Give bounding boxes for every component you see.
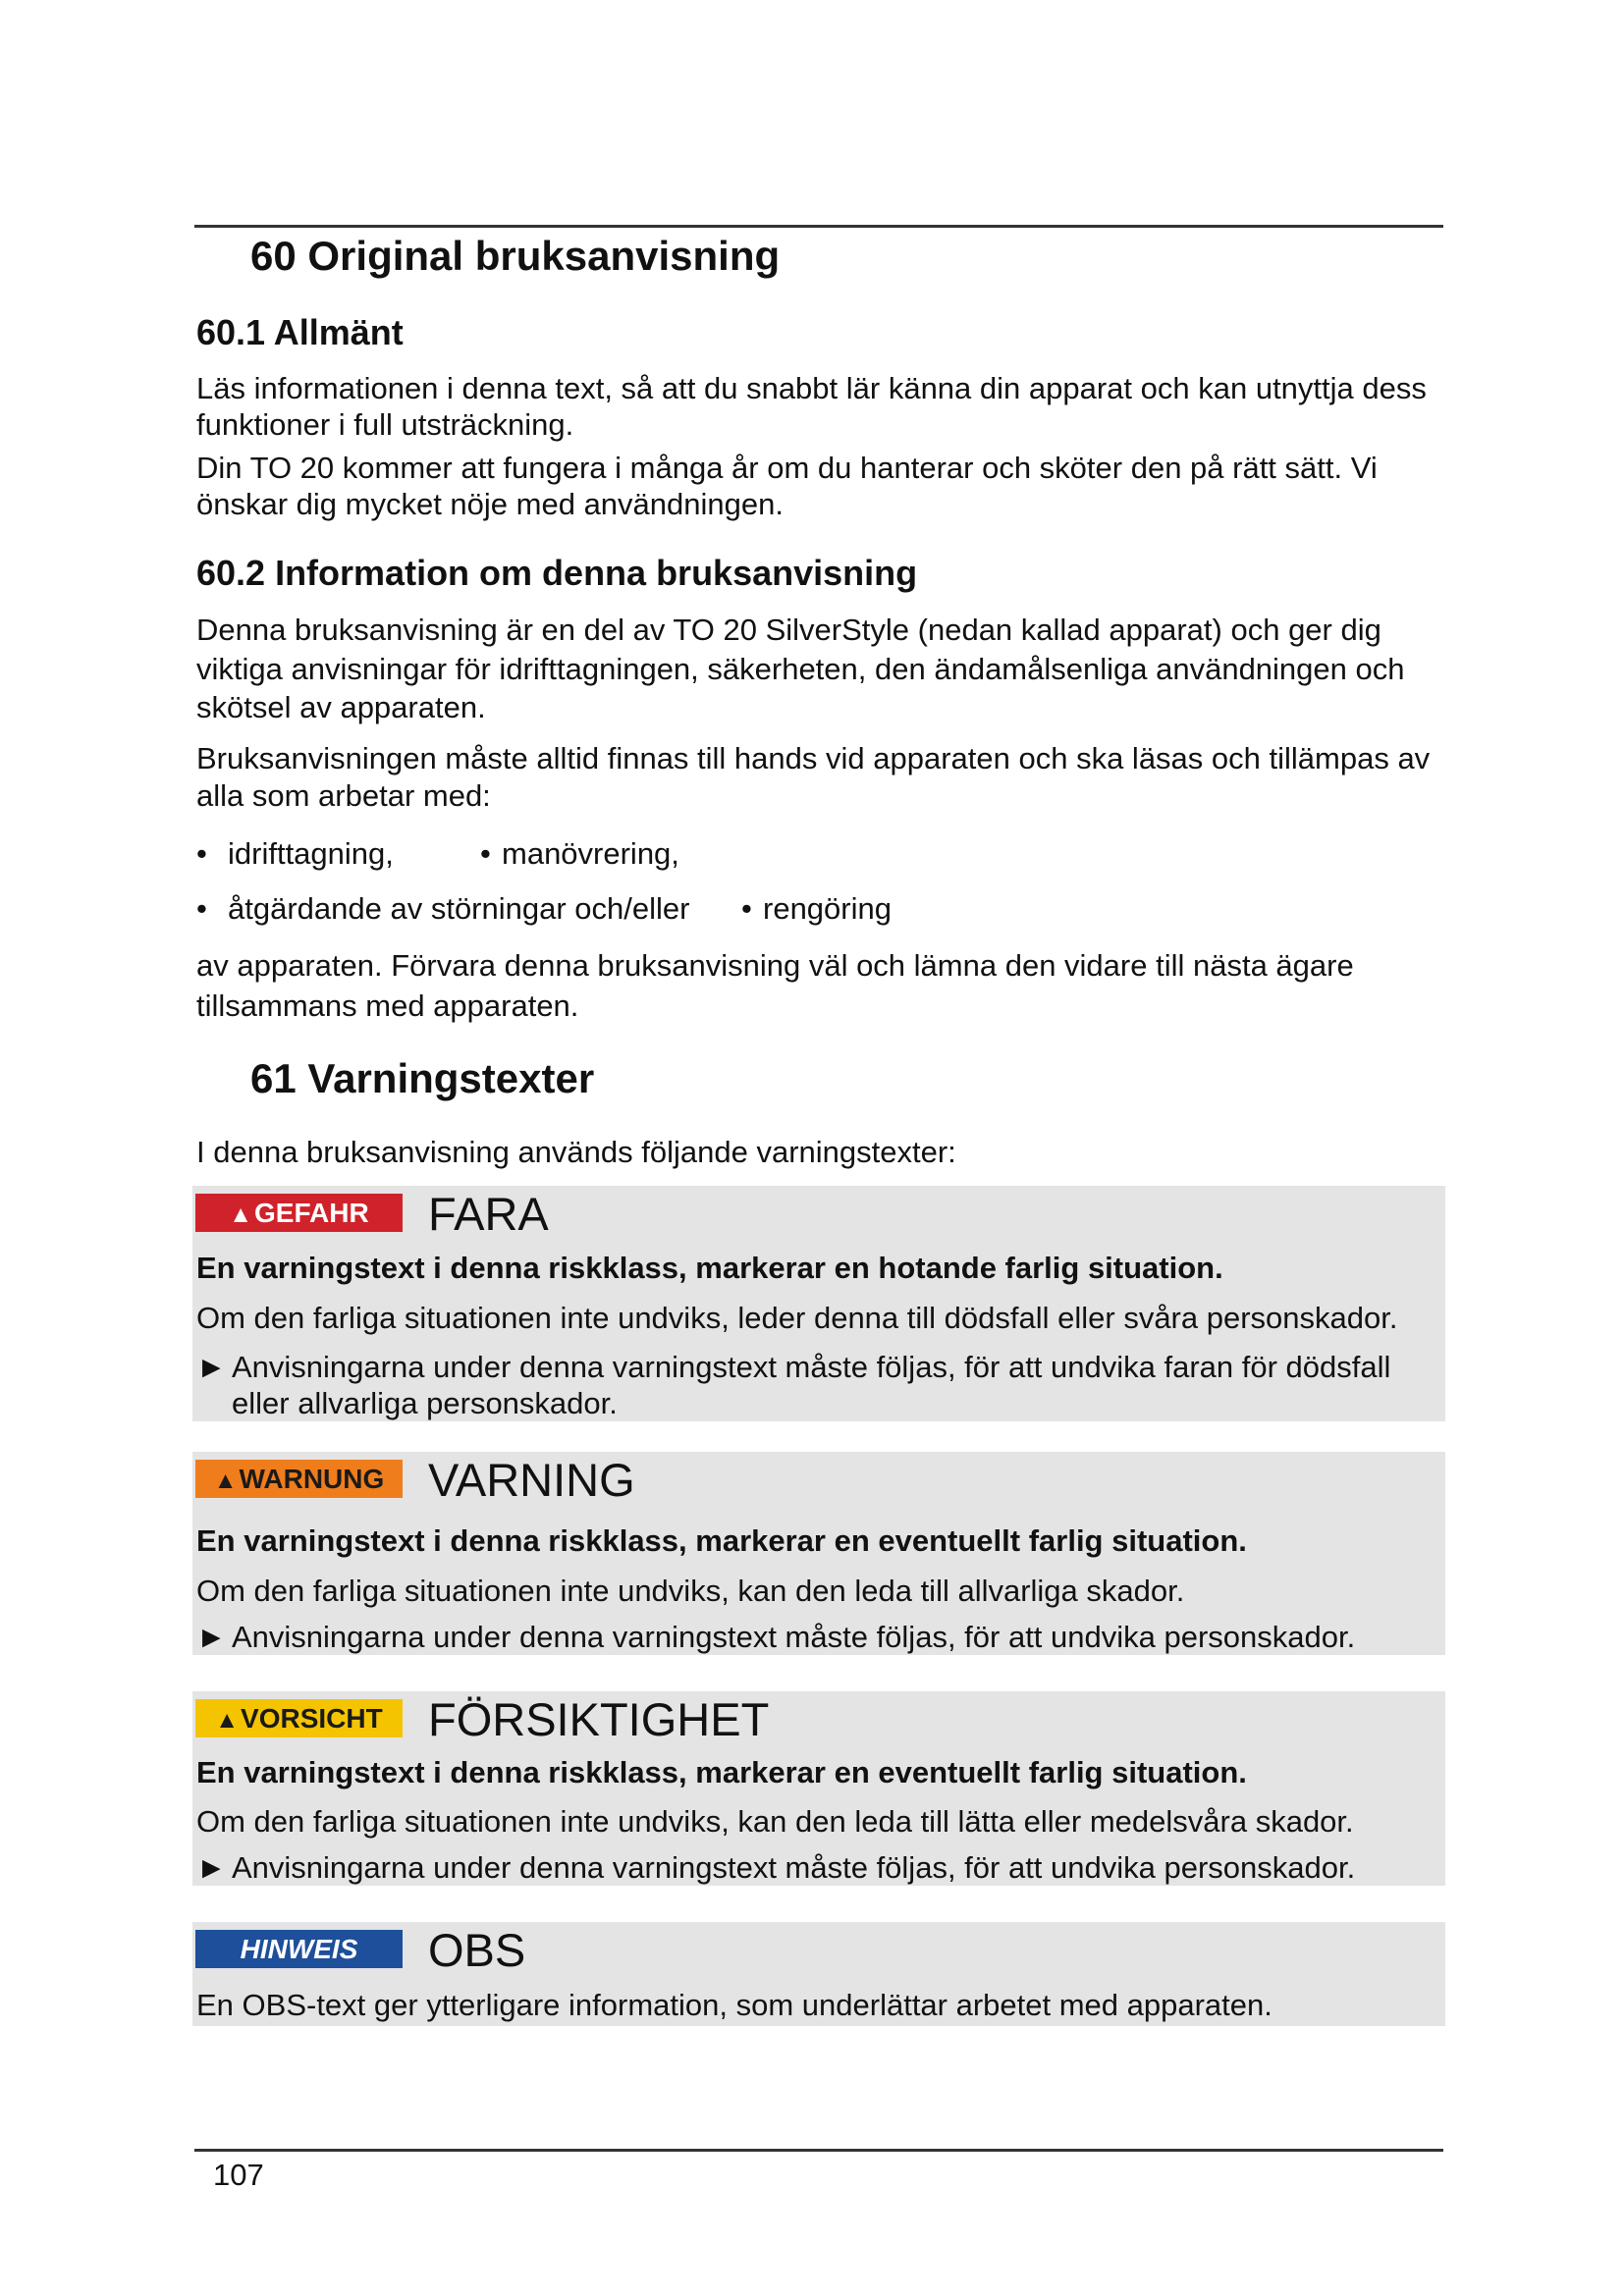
signal-word: FÖRSIKTIGHET	[428, 1693, 770, 1745]
page-number: 107	[213, 2158, 264, 2192]
paragraph-60-2-c: av apparaten. Förvara denna bruksanvisning väl och lämna den vidare till nästa ägare tillsammans med apparaten.	[196, 948, 1354, 1023]
warning-badge: ▲WARNUNG	[195, 1460, 403, 1498]
warning-definition: En varningstext i denna riskklass, markerar en hotande farlig situation.	[196, 1251, 1223, 1285]
arrow-right-icon: ►	[196, 1850, 227, 1885]
warning-box-danger	[192, 1186, 1445, 1421]
arrow-right-icon: ►	[196, 1350, 227, 1384]
warning-definition: En varningstext i denna riskklass, markerar en eventuellt farlig situation.	[196, 1755, 1247, 1789]
paragraph-60-1-b: Din TO 20 kommer att fungera i många år om du hanterar och sköter den på rätt sätt. Vi önskar dig mycket nöje med användningen.	[196, 451, 1378, 521]
paragraph-60-2-b: Bruksanvisningen måste alltid finnas till hands vid apparaten och ska läsas och tillämpas av alla som arbetar med:	[196, 741, 1431, 813]
notice-badge: HINWEIS	[195, 1930, 403, 1968]
warning-box-caution	[192, 1691, 1445, 1886]
warning-instruction: ► Anvisningarna under denna varningstext måste följas, för att undvika faran för dödsfall eller allvarliga personskador.	[196, 1350, 1391, 1420]
warning-triangle-icon: ▲	[215, 1707, 240, 1734]
warning-instruction: ► Anvisningarna under denna varningstext måste följas, för att undvika personskador.	[196, 1620, 1356, 1654]
list-item: • åtgärdande av störningar och/eller	[196, 891, 690, 926]
warning-consequence: Om den farliga situationen inte undviks, kan den leda till allvarliga skador.	[196, 1574, 1185, 1608]
top-rule	[194, 225, 1443, 228]
section-60-1-title: 60.1 Allmänt	[196, 312, 404, 352]
warning-definition: En varningstext i denna riskklass, markerar en eventuellt farlig situation.	[196, 1523, 1247, 1558]
warning-triangle-icon: ▲	[213, 1468, 238, 1494]
signal-word: VARNING	[428, 1454, 635, 1506]
caution-badge: ▲VORSICHT	[195, 1699, 403, 1737]
warning-consequence: Om den farliga situationen inte undviks, kan den leda till lätta eller medelsvåra skador.	[196, 1804, 1354, 1839]
warnings-intro: I denna bruksanvisning används följande varningstexter:	[196, 1135, 956, 1169]
warning-box-warning	[192, 1452, 1445, 1655]
chapter-61-title: 61 Varningstexter	[250, 1055, 595, 1101]
list-item: • idrifttagning,	[196, 836, 394, 871]
arrow-right-icon: ►	[196, 1620, 227, 1654]
signal-word: OBS	[428, 1924, 526, 1976]
notice-box	[192, 1922, 1445, 2026]
danger-badge: ▲GEFAHR	[195, 1194, 403, 1232]
warning-instruction: ► Anvisningarna under denna varningstext måste följas, för att undvika personskador.	[196, 1850, 1356, 1885]
notice-text: En OBS-text ger ytterligare information, som underlättar arbetet med apparaten.	[196, 1988, 1272, 2022]
signal-word: FARA	[428, 1188, 549, 1240]
paragraph-60-2-a: Denna bruksanvisning är en del av TO 20 SilverStyle (nedan kallad apparat) och ger dig viktiga anvisningar för idrifttagningen, säkerheten, den ändamålsenliga användningen och skötsel av apparaten.	[196, 613, 1405, 724]
list-item: • manövrering,	[480, 836, 679, 871]
bottom-rule	[194, 2149, 1443, 2152]
chapter-60-title: 60 Original bruksanvisning	[250, 233, 781, 279]
warning-consequence: Om den farliga situationen inte undviks, leder denna till dödsfall eller svåra personskador.	[196, 1301, 1398, 1335]
paragraph-60-1-a: Läs informationen i denna text, så att du snabbt lär känna din apparat och kan utnyttja dess funktioner i full utsträckning.	[196, 371, 1427, 442]
section-60-2-title: 60.2 Information om denna bruksanvisning	[196, 553, 918, 593]
warning-triangle-icon: ▲	[229, 1201, 253, 1228]
list-item: • rengöring	[741, 891, 892, 926]
